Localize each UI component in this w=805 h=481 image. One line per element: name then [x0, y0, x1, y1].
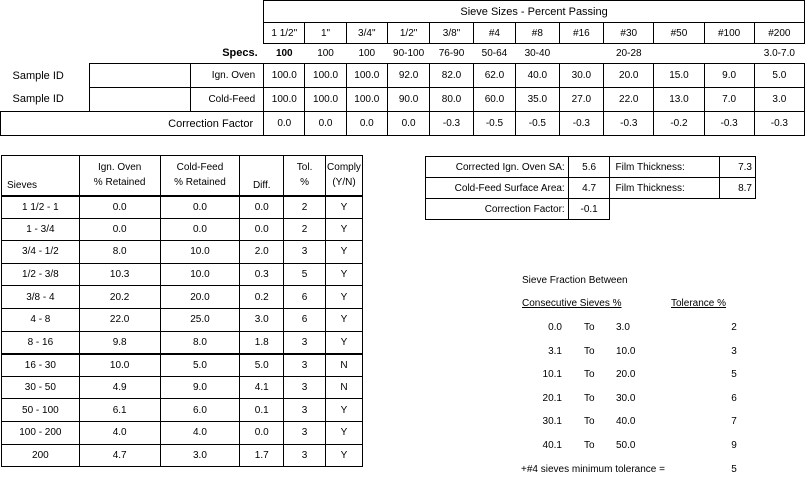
spec-value: 100	[275, 48, 293, 59]
retained-tol-cell: 3	[284, 421, 326, 444]
retained-diff-cell: 0.0	[240, 196, 284, 219]
spec-value	[704, 44, 754, 64]
retained-ign-cell: 20.2	[79, 286, 160, 309]
retained-cold-cell: 25.0	[160, 308, 240, 331]
method-label: Ign. Oven	[190, 64, 264, 88]
correction-value: -0.5	[516, 112, 559, 136]
retained-ign-cell: 0.0	[79, 196, 160, 219]
spec-value: 20-28	[615, 48, 642, 59]
retained-comply-cell: Y	[325, 331, 362, 354]
correction-factor-label: Correction Factor	[1, 112, 264, 136]
fraction-to-cell: To	[584, 392, 595, 404]
ign-oven-header	[79, 156, 160, 196]
fraction-tol-cell: 2	[731, 322, 737, 333]
cold-feed-header-line1: Cold-Feed	[176, 162, 224, 174]
passing-value: 92.0	[387, 64, 429, 88]
spec-value: 76-90	[438, 48, 465, 59]
retained-ign-cell: 4.7	[79, 444, 160, 467]
retained-header-row	[2, 156, 363, 196]
fraction-title: Sieve Fraction Between	[522, 275, 628, 286]
size-label: 1/2"	[387, 23, 429, 44]
surface-area-table	[425, 156, 756, 220]
spec-value: 3.0-7.0	[763, 48, 795, 59]
passing-value: 90.0	[387, 88, 429, 112]
passing-value: 30.0	[559, 64, 604, 88]
passing-value: 22.0	[604, 88, 654, 112]
ign-oven-header-line1: Ign. Oven	[97, 162, 142, 174]
retained-cold-cell: 10.0	[160, 263, 240, 286]
retained-sieves-cell: 1/2 - 3/8	[2, 263, 80, 286]
retained-diff-cell: 0.0	[240, 218, 284, 241]
fraction-to-cell: To	[584, 439, 595, 451]
size-label: #100	[704, 23, 754, 44]
film-thickness-value: 7.3	[720, 157, 756, 178]
retained-ign-cell: 10.0	[79, 354, 160, 377]
retained-sieves-cell: 4 - 8	[2, 308, 80, 331]
retained-tol-cell: 6	[284, 286, 326, 309]
retained-diff-cell: 4.1	[240, 376, 284, 399]
passing-value: 3.0	[754, 88, 804, 112]
table-row	[2, 331, 363, 354]
cold-feed-sa-row	[426, 178, 756, 199]
retained-comply-cell: Y	[325, 308, 362, 331]
retained-body	[2, 196, 363, 467]
sieve-sizes-header: Sieve Sizes - Percent Passing	[264, 1, 805, 23]
passing-value: 27.0	[559, 88, 604, 112]
size-label: #8	[516, 23, 559, 44]
tol-header-line2: %	[300, 177, 310, 189]
retained-cold-cell: 9.0	[160, 376, 240, 399]
retained-cold-cell: 10.0	[160, 241, 240, 264]
table-row	[2, 444, 363, 467]
retained-diff-cell: 0.0	[240, 421, 284, 444]
correction-value: -0.3	[559, 112, 604, 136]
fraction-upper-cell: 20.0	[616, 369, 636, 380]
passing-value: 100.0	[305, 64, 346, 88]
passing-value: 100.0	[264, 64, 305, 88]
sa-correction-label: Correction Factor:	[426, 199, 569, 220]
fraction-from-cell: 0.0	[548, 322, 562, 333]
fraction-tol-cell: 3	[731, 345, 737, 357]
retained-diff-cell: 0.2	[240, 286, 284, 309]
table-row	[2, 354, 363, 377]
retained-diff-cell: 0.1	[240, 399, 284, 422]
retained-sieves-cell: 3/8 - 4	[2, 286, 80, 309]
corrected-sa-row	[426, 157, 756, 178]
specs-row	[1, 44, 805, 64]
retained-cold-cell: 6.0	[160, 399, 240, 422]
retained-sieves-cell: 1 - 3/4	[2, 218, 80, 241]
table-row	[2, 241, 363, 264]
correction-value: 0.0	[305, 112, 346, 136]
spec-value: 90-100	[393, 48, 425, 59]
cold-feed-row	[1, 88, 805, 112]
sa-correction-row	[426, 199, 756, 220]
size-label: 1"	[305, 23, 346, 44]
retained-tol-cell: 2	[284, 218, 326, 241]
sieve-passing-table	[0, 0, 805, 136]
sieves-header: Sieves	[2, 156, 80, 196]
retained-tol-cell: 5	[284, 263, 326, 286]
size-label: #16	[559, 23, 604, 44]
size-label: #50	[654, 23, 704, 44]
cold-feed-sa-label: Cold-Feed Surface Area:	[426, 178, 569, 199]
passing-value: 82.0	[430, 64, 473, 88]
correction-value: -0.3	[604, 112, 654, 136]
corrected-sa-label: Corrected Ign. Oven SA:	[426, 157, 569, 178]
retained-ign-cell: 22.0	[79, 308, 160, 331]
passing-value: 35.0	[516, 88, 559, 112]
method-label: Cold-Feed	[190, 88, 264, 112]
sieve-sizes-row	[1, 23, 805, 44]
passing-value: 9.0	[704, 64, 754, 88]
cold-feed-header	[160, 156, 240, 196]
retained-tol-cell: 6	[284, 308, 326, 331]
retained-comply-cell: Y	[325, 399, 362, 422]
retained-sieves-cell: 200	[2, 444, 80, 467]
passing-value: 80.0	[430, 88, 473, 112]
specs-label: Specs.	[222, 47, 258, 60]
size-label: #4	[473, 23, 515, 44]
spec-value	[559, 44, 604, 64]
retained-comply-cell: Y	[325, 196, 362, 219]
retained-cold-cell: 20.0	[160, 286, 240, 309]
corrected-sa-value: 5.6	[568, 157, 610, 178]
cold-feed-sa-value: 4.7	[568, 178, 610, 199]
fraction-upper-cell: 40.0	[616, 416, 636, 427]
tol-header	[284, 156, 326, 196]
tol-header-line1: Tol.	[296, 162, 313, 174]
retained-tol-cell: 3	[284, 444, 326, 467]
retained-ign-cell: 4.0	[79, 421, 160, 444]
retained-cold-cell: 4.0	[160, 421, 240, 444]
retained-tol-cell: 3	[284, 376, 326, 399]
spec-value: 50-64	[481, 48, 508, 59]
fraction-col2-header: Tolerance %	[671, 298, 727, 309]
retained-sieves-cell: 3/4 - 1/2	[2, 241, 80, 264]
fraction-col1-header: Consecutive Sieves %	[522, 298, 622, 309]
fraction-upper-cell: 10.0	[616, 345, 636, 357]
correction-value: -0.5	[473, 112, 515, 136]
cold-feed-header-line2: % Retained	[174, 177, 226, 189]
correction-value: 0.0	[264, 112, 305, 136]
fraction-footer-value: 5	[731, 464, 737, 475]
passing-value: 13.0	[654, 88, 704, 112]
retained-comply-cell: Y	[325, 218, 362, 241]
retained-diff-cell: 1.8	[240, 331, 284, 354]
retained-table	[1, 155, 363, 467]
correction-value: -0.3	[704, 112, 754, 136]
fraction-tol-cell: 7	[731, 416, 737, 427]
table-row	[2, 218, 363, 241]
fraction-tol-cell: 9	[731, 439, 737, 451]
passing-value: 62.0	[473, 64, 515, 88]
spec-value	[654, 44, 704, 64]
fraction-upper-cell: 3.0	[616, 322, 630, 333]
passing-value: 7.0	[704, 88, 754, 112]
ign-oven-header-line2: % Retained	[93, 177, 146, 189]
retained-cold-cell: 3.0	[160, 444, 240, 467]
correction-value: -0.3	[754, 112, 804, 136]
retained-comply-cell: Y	[325, 421, 362, 444]
fraction-upper-cell: 30.0	[616, 392, 636, 404]
size-label: 3/8"	[430, 23, 473, 44]
retained-ign-cell: 6.1	[79, 399, 160, 422]
retained-sieves-cell: 8 - 16	[2, 331, 80, 354]
retained-cold-cell: 8.0	[160, 331, 240, 354]
retained-diff-cell: 0.3	[240, 263, 284, 286]
comply-header	[325, 156, 362, 196]
retained-tol-cell: 2	[284, 196, 326, 219]
retained-comply-cell: Y	[325, 263, 362, 286]
retained-comply-cell: Y	[325, 241, 362, 264]
fraction-tol-cell: 5	[731, 369, 737, 380]
size-label: 3/4"	[346, 23, 387, 44]
correction-value: 0.0	[346, 112, 387, 136]
size-label: 1 1/2"	[264, 23, 305, 44]
sample-id-label: Sample ID	[12, 93, 64, 106]
retained-diff-cell: 3.0	[240, 308, 284, 331]
table-row	[2, 263, 363, 286]
spec-value: 100	[317, 48, 334, 59]
retained-diff-cell: 1.7	[240, 444, 284, 467]
retained-tol-cell: 3	[284, 399, 326, 422]
fraction-footer-label: +#4 sieves minimum tolerance =	[521, 464, 665, 475]
passing-value: 60.0	[473, 88, 515, 112]
film-thickness-label: Film Thickness:	[610, 157, 720, 178]
fraction-upper-cell: 50.0	[616, 439, 636, 451]
correction-factor-row	[1, 112, 805, 136]
passing-value: 100.0	[346, 64, 387, 88]
retained-ign-cell: 4.9	[79, 376, 160, 399]
comply-header-line2: (Y/N)	[332, 177, 356, 189]
fraction-to-cell: To	[584, 416, 595, 427]
sa-correction-value: -0.1	[568, 199, 610, 220]
retained-sieves-cell: 100 - 200	[2, 421, 80, 444]
retained-ign-cell: 10.3	[79, 263, 160, 286]
passing-value: 100.0	[305, 88, 346, 112]
retained-tol-cell: 3	[284, 331, 326, 354]
table-row	[2, 376, 363, 399]
size-label: #30	[604, 23, 654, 44]
retained-diff-cell: 2.0	[240, 241, 284, 264]
retained-cold-cell: 5.0	[160, 354, 240, 377]
table-row	[2, 286, 363, 309]
retained-sieves-cell: 30 - 50	[2, 376, 80, 399]
fraction-to-cell: To	[584, 369, 595, 380]
fraction-from-cell: 30.1	[542, 416, 562, 427]
retained-comply-cell: N	[325, 376, 362, 399]
fraction-to-cell: To	[584, 345, 595, 357]
sample-id-label: Sample ID	[12, 69, 64, 82]
retained-comply-cell: N	[325, 354, 362, 377]
fraction-from-cell: 10.1	[542, 369, 562, 380]
fraction-to-cell: To	[584, 322, 595, 333]
retained-cold-cell: 0.0	[160, 218, 240, 241]
retained-ign-cell: 0.0	[79, 218, 160, 241]
diff-header: Diff.	[240, 156, 284, 196]
retained-tol-cell: 3	[284, 241, 326, 264]
size-label: #200	[754, 23, 804, 44]
fraction-from-cell: 40.1	[542, 439, 562, 451]
passing-value: 100.0	[346, 88, 387, 112]
fraction-from-cell: 20.1	[542, 392, 562, 404]
retained-comply-cell: Y	[325, 444, 362, 467]
fraction-tol-cell: 6	[731, 392, 737, 404]
retained-tol-cell: 3	[284, 354, 326, 377]
fraction-from-cell: 3.1	[548, 345, 562, 357]
retained-diff-cell: 5.0	[240, 354, 284, 377]
retained-cold-cell: 0.0	[160, 196, 240, 219]
passing-value: 20.0	[604, 64, 654, 88]
ign-oven-row	[1, 64, 805, 88]
retained-ign-cell: 9.8	[79, 331, 160, 354]
table-row	[2, 308, 363, 331]
table-row	[2, 196, 363, 219]
passing-value: 100.0	[264, 88, 305, 112]
passing-value: 5.0	[754, 64, 804, 88]
retained-comply-cell: Y	[325, 286, 362, 309]
retained-sieves-cell: 1 1/2 - 1	[2, 196, 80, 219]
comply-header-line1: Comply	[327, 162, 361, 174]
correction-value: -0.3	[430, 112, 473, 136]
retained-ign-cell: 8.0	[79, 241, 160, 264]
spec-value: 30-40	[524, 48, 551, 59]
passing-value: 40.0	[516, 64, 559, 88]
film-thickness-label: Film Thickness:	[610, 178, 720, 199]
passing-value: 15.0	[654, 64, 704, 88]
film-thickness-value: 8.7	[720, 178, 756, 199]
table-row	[2, 399, 363, 422]
retained-sieves-cell: 50 - 100	[2, 399, 80, 422]
correction-value: 0.0	[387, 112, 429, 136]
table-row	[2, 421, 363, 444]
correction-value: -0.2	[654, 112, 704, 136]
spec-value: 100	[358, 48, 376, 59]
retained-sieves-cell: 16 - 30	[2, 354, 80, 377]
